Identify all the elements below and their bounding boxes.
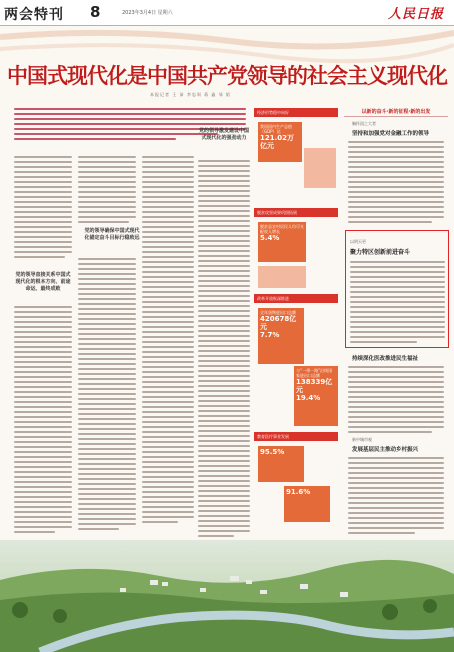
economy-note-tile <box>304 148 336 188</box>
masthead-logo: 人民日报 <box>387 7 444 22</box>
section-title: 两会特刊 <box>4 7 64 23</box>
item4-kicker: 新中城市观 <box>352 437 372 442</box>
column-2-text-2 <box>78 258 136 533</box>
item4-title: 发展基层民主推动乡村振兴 <box>352 447 419 453</box>
highlighted-article[interactable] <box>345 230 449 348</box>
trade-label: 全年货物进出口总额 <box>260 310 296 315</box>
trade-value: 420678亿元 <box>260 315 297 331</box>
column-3-text <box>142 156 194 526</box>
column-1-text <box>14 156 72 261</box>
belt-growth: 19.4% <box>296 394 321 402</box>
item1-body <box>348 141 444 223</box>
education-tile <box>258 446 304 482</box>
item4-body <box>348 457 444 534</box>
item2-title: 聚力特区创新前进奋斗 <box>350 249 411 256</box>
rural-income-label: 脱贫县农村居民人均可支配收入增长 <box>260 224 304 234</box>
rural-income-value: 5.4% <box>260 234 280 242</box>
byline: 本报记者 王 沛 李忠周 蒋 鑫 邹 韬 <box>150 92 231 97</box>
landscape-photo <box>0 540 454 652</box>
subhead-2: 党的领导确保中国式现代化锚定奋斗目标行稳致远 <box>84 228 140 241</box>
column-1-text-2 <box>14 306 72 536</box>
coverage-value: 91.6% <box>286 488 311 496</box>
issue-date: 2023年3月4日 星期六 <box>122 10 173 16</box>
belt-road-tile <box>294 366 338 426</box>
subhead-1: 党的领导直接关系中国式现代化的根本方向、前途命运、最终成败 <box>15 272 71 292</box>
item2-kicker: 以明天更 <box>350 239 366 244</box>
gdp-label: 我国国内生产总值（GDP）达 <box>260 124 292 134</box>
info-band-education: 教育医疗事业发展 <box>254 432 338 441</box>
rural-income-tile <box>258 222 306 262</box>
page-number: 8 <box>90 3 101 21</box>
right-column <box>344 108 448 222</box>
belt-label: 与“一带一路”沿线国家进出口总额 <box>296 368 333 378</box>
info-band-economy: 经济形势稳中向好 <box>254 108 338 117</box>
right-column-lower <box>344 352 448 533</box>
right-column-topic: 以新的奋斗·新的征程·新的出发 <box>344 108 448 117</box>
item2-body <box>350 261 445 346</box>
subhead-3: 党的领导激发建设中国式现代化的强劲动力 <box>198 128 249 141</box>
gdp-tile <box>258 122 302 162</box>
info-band-reform: 改革开放纵深推进 <box>254 294 338 303</box>
item1-title: 坚持和加强党对金融工作的领导 <box>352 131 430 137</box>
item3-title: 持续深化医改推进民生福祉 <box>352 356 419 362</box>
education-value: 95.5% <box>260 448 285 456</box>
column-2-text <box>78 156 136 226</box>
coverage-tile <box>284 486 330 522</box>
page-header <box>0 0 454 26</box>
gdp-value: 121.02万亿元 <box>260 134 295 150</box>
poverty-note-tile <box>258 266 306 288</box>
belt-value: 138339亿元 <box>296 378 333 394</box>
info-band-poverty: 脱贫攻坚成果巩固拓展 <box>254 208 338 217</box>
trade-growth: 7.7% <box>260 331 280 339</box>
main-headline: 中国式现代化是中国共产党领导的社会主义现代化 <box>7 64 447 88</box>
column-4-text <box>198 160 250 540</box>
item1-kicker: 胸怀国之大者 <box>352 121 376 126</box>
item3-body <box>348 366 444 433</box>
trade-tile <box>258 308 304 364</box>
